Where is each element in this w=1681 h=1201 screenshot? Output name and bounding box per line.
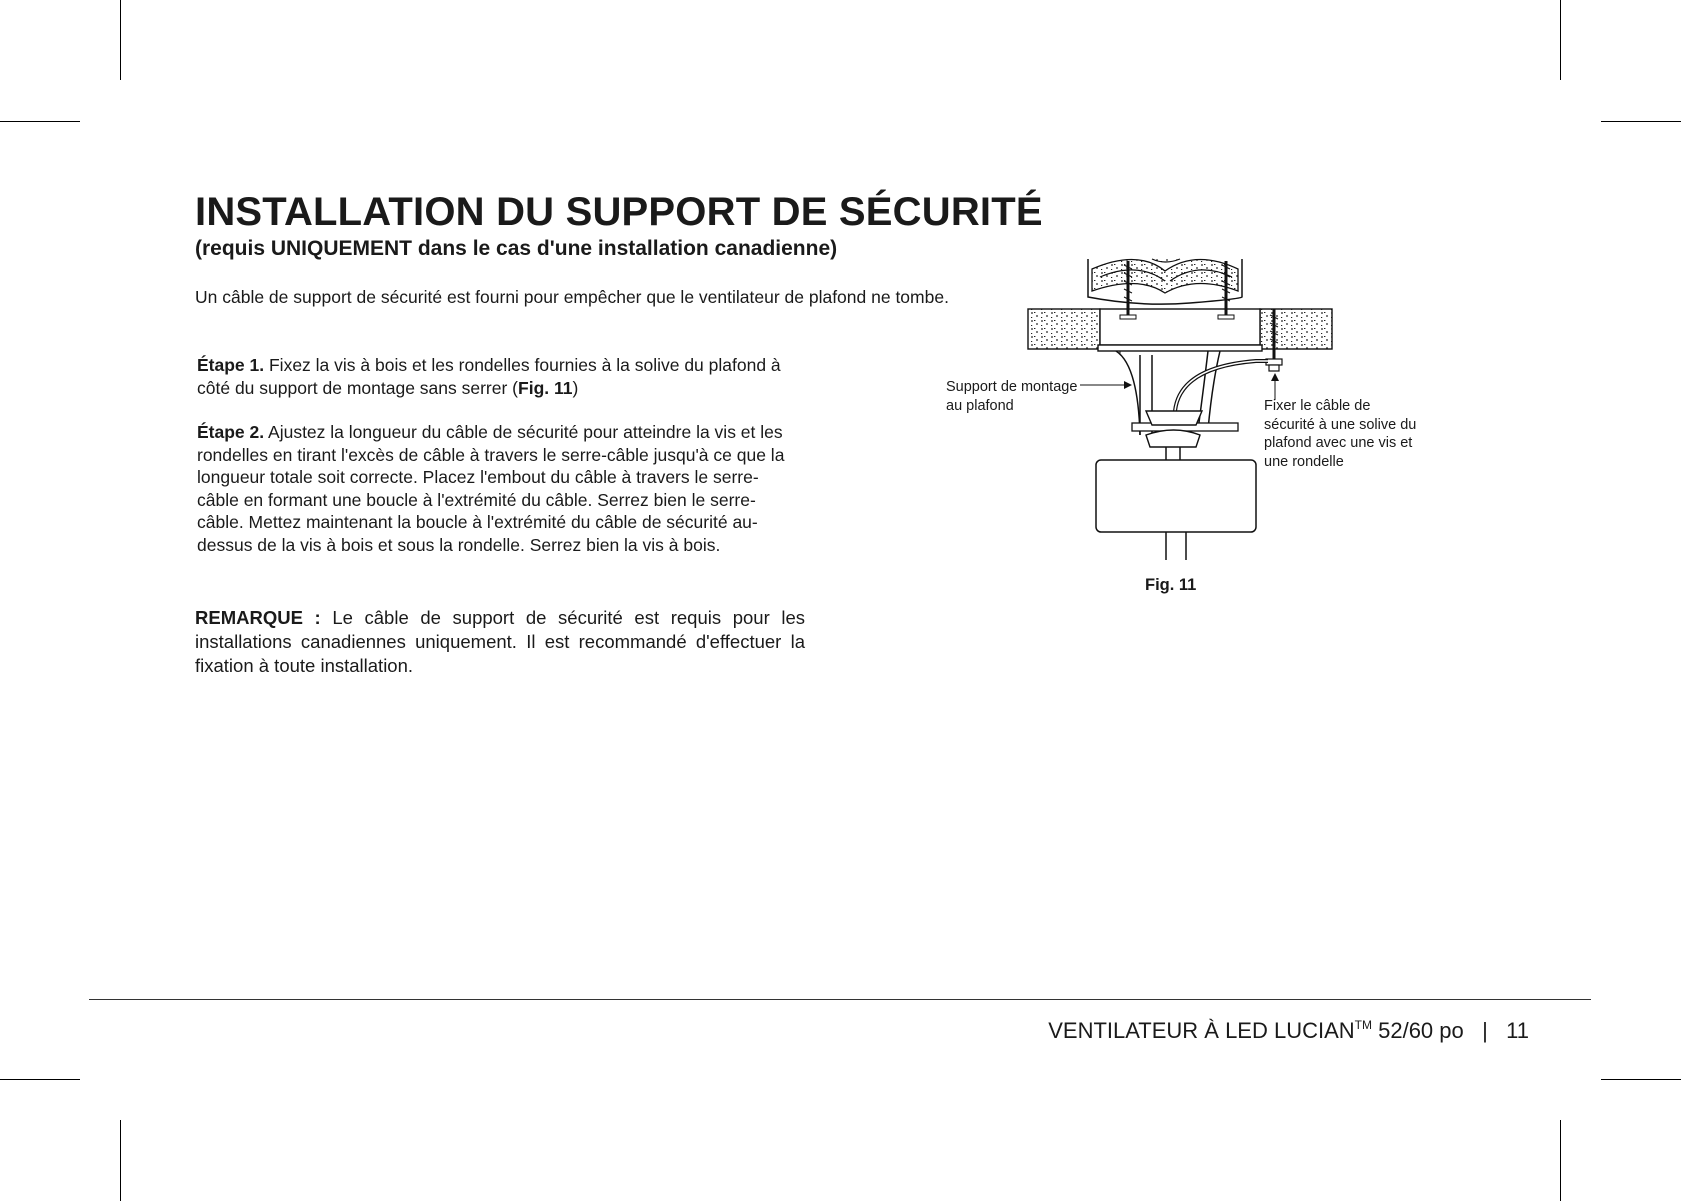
lower-rod [1166,532,1186,560]
callout-mounting-bracket: Support de montage au plafond [946,379,1078,414]
crop-mark [1560,0,1561,80]
step-text: Fixez la vis à bois et les rondelles fournies à la solive du plafond à côté du support de montage sans serrer ( [197,355,781,398]
crop-mark [120,1120,121,1201]
footer-size: 52/60 po [1372,1018,1464,1043]
step-text-end: ) [572,377,579,398]
crop-mark [1560,1120,1561,1201]
callout-safety-cable: Fixer le câble de sécurité à une solive du plafond avec une vis et une rondelle [1264,398,1417,470]
crop-mark [1601,1079,1681,1080]
page-footer [1048,1018,1529,1044]
crop-mark [1601,121,1681,122]
figure-reference: Fig. 11 [518,377,573,398]
step-label: Étape 1. [197,355,265,375]
step-label: Étape 2. [197,422,265,442]
page-number: 11 [1506,1018,1529,1043]
note-label: REMARQUE : [195,607,321,628]
intro-text: Un câble de support de sécurité est fourni pour empêcher que le ventilateur de plafond ne tombe. [195,287,949,307]
footer-product: VENTILATEUR À LED LUCIAN [1048,1018,1355,1043]
footer-divider [89,999,1591,1000]
figure-caption: Fig. 11 [1145,576,1197,594]
crop-mark [0,121,80,122]
motor-housing [1096,460,1256,532]
page-subtitle: (requis UNIQUEMENT dans le cas d'une installation canadienne) [195,237,838,260]
crop-mark [120,0,121,80]
note-text: Le câble de support de sécurité est requis pour les installations canadiennes uniquement. Il est recommandé d'effectuer la fixation à toute installation. [195,607,805,676]
trademark-symbol: TM [1354,1018,1372,1032]
crop-mark [0,1079,80,1080]
page-title: INSTALLATION DU SUPPORT DE SÉCURITÉ [195,190,1043,234]
callout-arrow-right [1271,373,1279,400]
ceiling-joist [1088,259,1242,304]
ceiling-slab [1028,309,1332,351]
footer-separator: | [1482,1018,1488,1043]
downrod [1166,447,1180,460]
step-1 [197,354,797,399]
note [195,606,805,678]
step-text: Ajustez la longueur du câble de sécurité pour atteindre la vis et les rondelles en tirant l'excès de câble à travers le serre-câble jusqu'à ce que la longueur totale soit correcte. Placez l'embout du câble à travers le serre-câble en formant une boucle à l'extrémité du câble. Serrez bien le serre-câble. Mettez maintenant la boucle à l'extrémité du câble de sécurité au-dessus de la vis à bois et sous la rondelle. Serrez bien la vis à bois. [197,422,785,555]
step-2 [197,421,797,556]
safety-cable [1175,361,1268,411]
